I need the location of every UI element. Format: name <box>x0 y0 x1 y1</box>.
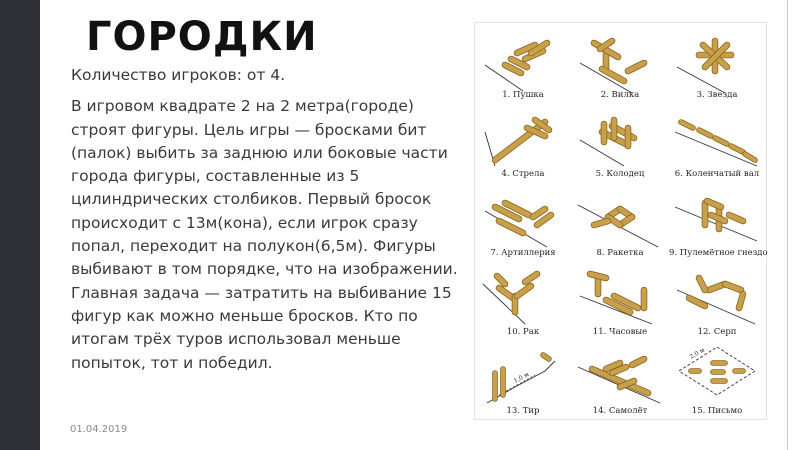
figure-drawing-5 <box>580 120 634 166</box>
figure-label: 14. Самолёт <box>592 406 648 416</box>
figure-drawing-15 <box>679 346 755 395</box>
figure-label: 1. Пушка <box>502 90 544 100</box>
rules-paragraph: В игровом квадрате 2 на 2 метра(городе) строят фигуры. Цель игры — бросками бит (палок) выбить за заднюю или боковые части города фигуры, составленные из 5 цилиндрических столбиков. Первый бросок происходит с 13м(кона), если игрок сразу попал, переходит на полукон(6,5м). Фигуры выбивают в том порядке, что на изображении. Главная задача — затратить на выбивание 15 фигур как можно меньше бросков. Кто по итогам трёх туров использовал меньше попыток, тот и победил. <box>71 97 458 372</box>
side-bar <box>0 0 40 450</box>
figure-drawing-7 <box>485 203 551 247</box>
players-paragraph: Количество игроков: от 4. <box>71 66 286 84</box>
figure-label: 7. Артиллерия <box>490 248 556 258</box>
figure-drawing-11 <box>580 274 652 324</box>
figure-label: 4. Стрела <box>501 169 545 179</box>
figure-label: 11. Часовые <box>592 327 648 337</box>
figure-drawing-6 <box>675 122 757 166</box>
figure-label: 2. Вилка <box>600 90 640 100</box>
figure-label: 6. Коленчатый вал <box>674 169 760 179</box>
figure-label: 5. Колодец <box>595 169 645 179</box>
figure-drawing-14 <box>578 359 660 403</box>
figure-drawing-9 <box>675 201 757 241</box>
figures-illustration <box>475 23 766 419</box>
slide-date: 01.04.2019 <box>70 424 128 435</box>
figure-drawing-3 <box>677 41 731 93</box>
slide-title: ГОРОДКИ <box>86 14 318 60</box>
figure-label: 13. Тир <box>506 406 540 416</box>
tir-distance-label: 1,0 м <box>512 371 531 385</box>
figure-drawing-1 <box>485 43 547 91</box>
figure-label: 8. Ракетка <box>596 248 644 258</box>
pismo-distance-label: 2,0 м <box>688 346 706 361</box>
figure-label: 3. Звезда <box>696 90 738 100</box>
right-divider <box>787 0 788 450</box>
figure-drawing-8 <box>578 205 658 247</box>
figure-drawing-4 <box>485 120 549 166</box>
figure-label: 12. Серп <box>697 327 737 337</box>
figure-label: 15. Письмо <box>691 406 743 416</box>
figure-drawing-12 <box>677 278 755 324</box>
figure-label: 9. Пулемётное гнездо <box>669 248 768 258</box>
figure-label: 10. Рак <box>506 327 540 337</box>
slide-body <box>71 64 471 383</box>
figure-drawing-2 <box>580 41 644 93</box>
figures-panel <box>474 22 767 420</box>
figure-drawing-13 <box>487 355 555 403</box>
figure-drawing-10 <box>483 274 537 324</box>
